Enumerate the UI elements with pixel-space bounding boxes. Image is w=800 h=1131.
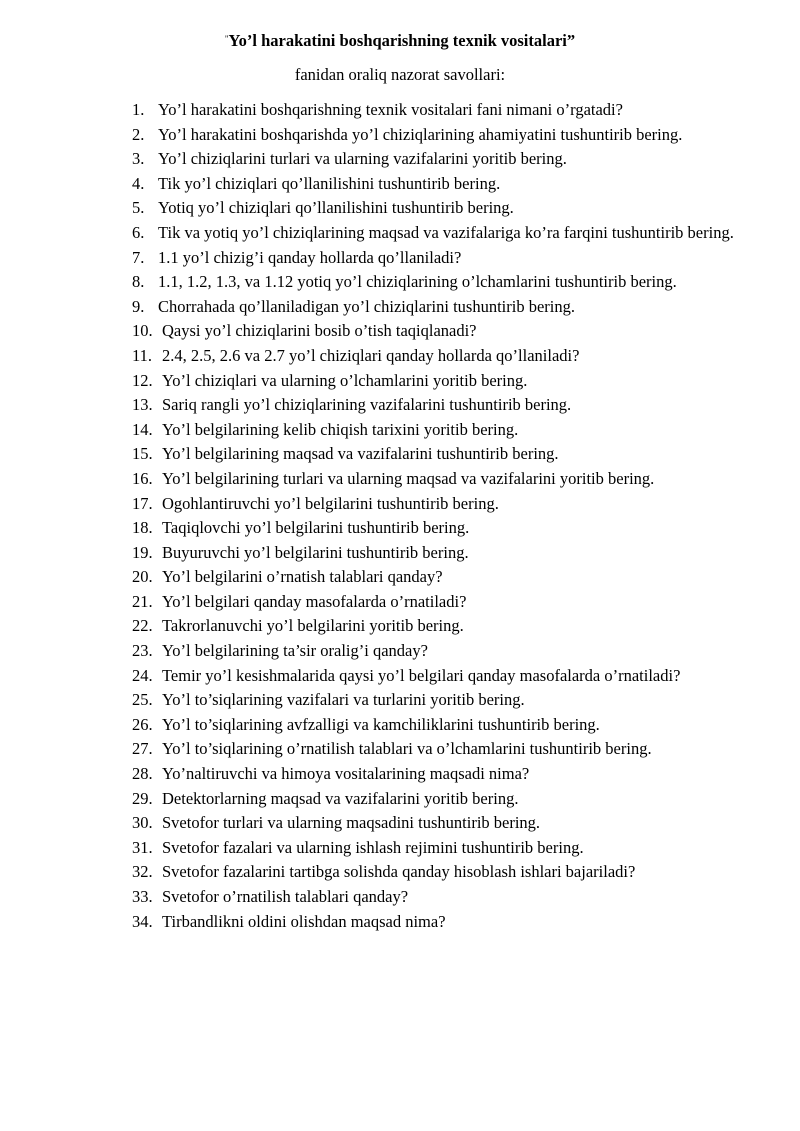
- question-item: [132, 811, 742, 836]
- question-item: [132, 590, 742, 615]
- question-text: Yotiq yo’l chiziqlari qo’llanilishini tushuntirib bering.: [158, 198, 514, 218]
- question-item: [132, 467, 742, 492]
- question-item: [132, 393, 742, 418]
- question-item: [132, 737, 742, 762]
- question-number: 12.: [132, 370, 153, 390]
- question-item: [132, 541, 742, 566]
- question-text: 1.1 yo’l chizig’i qanday hollarda qo’llaniladi?: [158, 247, 462, 267]
- question-item: [132, 565, 742, 590]
- question-item: [132, 664, 742, 689]
- question-item: [132, 369, 742, 394]
- question-number: 18.: [132, 518, 153, 538]
- question-text: Svetofor fazalari va ularning ishlash rejimini tushuntirib bering.: [162, 837, 584, 857]
- question-item: [132, 442, 742, 467]
- question-item: [132, 147, 742, 172]
- question-item: [132, 639, 742, 664]
- question-text: Chorrahada qo’llaniladigan yo’l chiziqlarini tushuntirib bering.: [158, 296, 575, 316]
- question-text: Qaysi yo’l chiziqlarini bosib o’tish taqiqlanadi?: [162, 321, 477, 341]
- question-list: [132, 98, 742, 934]
- question-number: 32.: [132, 862, 153, 882]
- question-item: [132, 688, 742, 713]
- question-text: Svetofor fazalarini tartibga solishda qanday hisoblash ishlari bajariladi?: [162, 862, 636, 882]
- question-item: [132, 614, 742, 639]
- question-text: Yo’l to’siqlarining vazifalari va turlarini yoritib bering.: [162, 690, 525, 710]
- question-item: [132, 221, 742, 246]
- question-item: [132, 295, 742, 320]
- question-text: Ogohlantiruvchi yo’l belgilarini tushuntirib bering.: [162, 493, 499, 513]
- question-text: Yo’l harakatini boshqarishda yo’l chiziqlarining ahamiyatini tushuntirib bering.: [158, 124, 683, 144]
- question-text: Yo’l harakatini boshqarishning texnik vositalari fani nimani o’rgatadi?: [158, 100, 623, 119]
- question-text: Detektorlarning maqsad va vazifalarini yoritib bering.: [162, 788, 519, 808]
- question-text: Yo’l to’siqlarining o’rnatilish talablari va o’lchamlarini tushuntirib bering.: [162, 739, 652, 759]
- question-item: [132, 270, 742, 295]
- question-number: 14.: [132, 419, 153, 439]
- question-text: 2.4, 2.5, 2.6 va 2.7 yo’l chiziqlari qanday hollarda qo’llaniladi?: [162, 345, 580, 365]
- question-text: Yo’l belgilarini o’rnatish talablari qanday?: [162, 567, 443, 587]
- question-number: 23.: [132, 641, 153, 661]
- question-item: [132, 492, 742, 517]
- question-item: [132, 319, 742, 344]
- question-item: [132, 860, 742, 885]
- question-text: Yo’l belgilarining kelib chiqish tarixini yoritib bering.: [162, 419, 519, 439]
- question-number: 34.: [132, 911, 153, 931]
- question-text: Buyuruvchi yo’l belgilarini tushuntirib bering.: [162, 542, 469, 562]
- question-number: 33.: [132, 887, 153, 906]
- question-text: Yo’l to’siqlarining avfzalligi va kamchiliklarini tushuntirib bering.: [162, 714, 600, 734]
- question-number: 27.: [132, 739, 153, 759]
- question-number: 4.: [132, 173, 145, 193]
- document-title: [0, 27, 800, 53]
- question-item: [132, 713, 742, 738]
- question-text: Yo’naltiruvchi va himoya vositalarining maqsadi nima?: [162, 764, 530, 784]
- question-number: 17.: [132, 493, 153, 513]
- question-item: [132, 910, 742, 935]
- question-text: 1.1, 1.2, 1.3, va 1.12 yotiq yo’l chiziqlarining o’lchamlarini tushuntirib bering.: [158, 272, 677, 292]
- title-open-quote: ": [224, 34, 229, 44]
- question-number: 11.: [132, 345, 153, 365]
- question-number: 29.: [132, 788, 153, 808]
- question-text: Tik va yotiq yo’l chiziqlarining maqsad va vazifalariga ko’ra farqini tushuntirib bering.: [158, 222, 734, 242]
- question-number: 16.: [132, 468, 153, 488]
- question-number: 30.: [132, 813, 153, 833]
- question-number: 21.: [132, 591, 153, 611]
- question-number: 24.: [132, 665, 153, 685]
- question-number: 7.: [132, 247, 145, 267]
- question-item: [132, 246, 742, 271]
- question-number: 1.: [132, 100, 145, 119]
- title-text: Yo’l harakatini boshqarishning texnik vositalari”: [228, 31, 576, 50]
- question-item: [132, 123, 742, 148]
- question-item: [132, 836, 742, 861]
- question-text: Svetofor o’rnatilish talablari qanday?: [162, 887, 409, 906]
- question-text: Svetofor turlari va ularning maqsadini tushuntirib bering.: [162, 813, 541, 833]
- question-number: 26.: [132, 714, 153, 734]
- question-text: Sariq rangli yo’l chiziqlarining vazifalarini tushuntirib bering.: [162, 395, 572, 415]
- question-number: 9.: [132, 296, 145, 316]
- question-number: 5.: [132, 198, 145, 218]
- question-item: [132, 196, 742, 221]
- question-text: Taqiqlovchi yo’l belgilarini tushuntirib bering.: [162, 518, 470, 538]
- question-number: 2.: [132, 124, 145, 144]
- question-item: [132, 98, 742, 123]
- question-item: [132, 418, 742, 443]
- question-text: Yo’l belgilari qanday masofalarda o’rnatiladi?: [162, 591, 467, 611]
- question-item: [132, 172, 742, 197]
- question-text: Yo’l chiziqlari va ularning o’lchamlarini yoritib bering.: [162, 370, 528, 390]
- question-number: 20.: [132, 567, 153, 587]
- question-number: 25.: [132, 690, 153, 710]
- question-item: [132, 344, 742, 369]
- question-number: 15.: [132, 444, 153, 464]
- question-text: Yo’l belgilarining ta’sir oralig’i qanday?: [162, 641, 428, 661]
- question-number: 13.: [132, 395, 153, 415]
- question-number: 28.: [132, 764, 153, 784]
- question-number: 19.: [132, 542, 153, 562]
- question-item: [132, 787, 742, 812]
- question-text: Tirbandlikni oldini olishdan maqsad nima?: [162, 911, 446, 931]
- question-text: Takrorlanuvchi yo’l belgilarini yoritib bering.: [162, 616, 464, 636]
- question-number: 22.: [132, 616, 153, 636]
- question-number: 10.: [132, 321, 153, 341]
- question-number: 3.: [132, 149, 145, 169]
- question-number: 31.: [132, 837, 153, 857]
- question-text: Yo’l belgilarining maqsad va vazifalarini tushuntirib bering.: [162, 444, 559, 464]
- question-number: 8.: [132, 272, 145, 292]
- question-item: [132, 516, 742, 541]
- document-subtitle: fanidan oraliq nazorat savollari:: [294, 65, 506, 84]
- question-item: [132, 762, 742, 787]
- question-item: [132, 885, 742, 910]
- question-text: Tik yo’l chiziqlari qo’llanilishini tushuntirib bering.: [158, 173, 501, 193]
- question-text: Yo’l belgilarining turlari va ularning maqsad va vazifalarini yoritib bering.: [162, 468, 655, 488]
- question-text: Temir yo’l kesishmalarida qaysi yo’l belgilari qanday masofalarda o’rnatiladi?: [162, 665, 681, 685]
- question-text: Yo’l chiziqlarini turlari va ularning vazifalarini yoritib bering.: [158, 149, 567, 169]
- question-number: 6.: [132, 222, 145, 242]
